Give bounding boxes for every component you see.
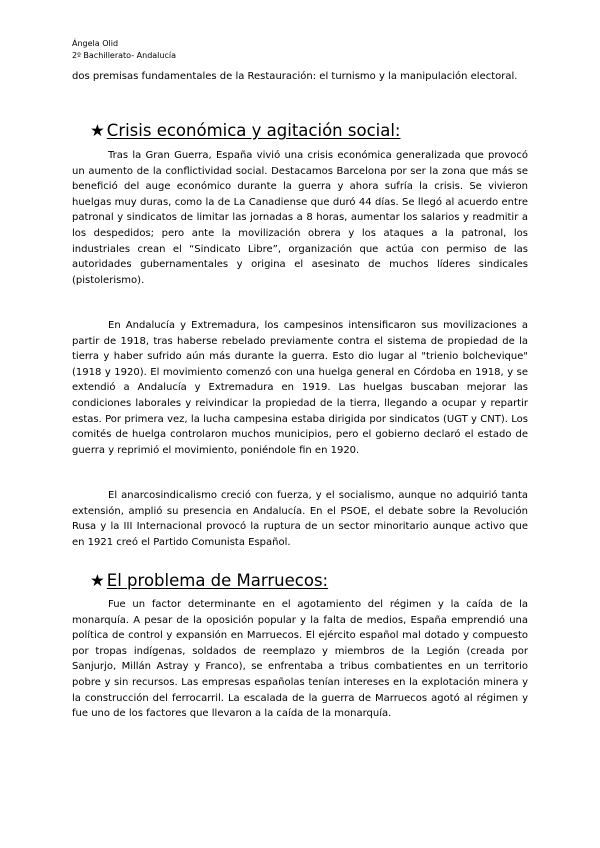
intro-continuation — [72, 69, 528, 85]
paragraph: dos premisas fundamentales de la Restauración: el turnismo y la manipulación electoral. — [72, 71, 518, 82]
star-bullet-icon: ★ — [90, 121, 105, 140]
section-body-marruecos — [72, 597, 528, 722]
page-header — [72, 38, 176, 62]
section-heading-marruecos — [90, 571, 328, 591]
author-name: Ángela Olid — [72, 39, 119, 48]
section-heading-crisis — [90, 121, 400, 141]
course-label: 2º Bachillerato- Andalucía — [72, 51, 176, 60]
star-bullet-icon: ★ — [90, 571, 105, 590]
section-body-crisis-3 — [72, 488, 528, 550]
paragraph: Tras la Gran Guerra, España vivió una crisis económica generalizada que provocó un aumento de la conflictividad social. Destacamos Barcelona por ser la zona que más se benefició del auge económico durante la guerra y ahora sufría la crisis. Se vivieron huelgas muy duras, como la de La Canadiense que duró 44 días. Se llegó al acuerdo entre patronal y sindicatos de limitar las jornadas a 8 horas, aumentar los salarios y readmitir a los despedidos; pero ante la movilización obrera y los ataques a la patronal, los industriales crean el “Sindicato Libre”, organización que actúa con permiso de las autoridades gubernamentales y origina el asesinato de muchos líderes sindicales (pistolerismo). — [72, 150, 528, 286]
section-title: Crisis económica y agitación social: — [106, 121, 401, 140]
paragraph: Fue un factor determinante en el agotamiento del régimen y la caída de la monarquía. A pesar de la oposición popular y la falta de medios, España emprendió una política de control y expansión en Marruecos. El ejército español mal dotado y compuesto por tropas indígenas, soldados de reemplazo y miembros de la Legión (creada por Sanjurjo, Millán Astray y Franco), se enfrentaba a tribus combatientes en un territorio pobre y sin recursos. Las empresas españolas tenían intereses en la explotación minera y la construcción del ferrocarril. La escalada de la guerra de Marruecos agotó al régimen y fue uno de los factores que llevaron a la caída de la monarquía. — [72, 599, 528, 720]
section-body-crisis — [72, 148, 528, 288]
section-body-crisis-2 — [72, 318, 528, 458]
paragraph: El anarcosindicalismo creció con fuerza, y el socialismo, aunque no adquirió tanta extensión, amplió su presencia en Andalucía. En el PSOE, el debate sobre la Revolución Rusa y la III Internacional provocó la ruptura de un sector minoritario aunque activo que en 1921 creó el Partido Comunista Español. — [72, 490, 528, 548]
paragraph: En Andalucía y Extremadura, los campesinos intensificaron sus movilizaciones a partir de 1918, tras haberse rebelado previamente contra el sistema de propiedad de la tierra y haber sufrido aún más durante la guerra. Esto dio lugar al "trienio bolchevique" (1918 y 1920). El movimiento comenzó con una huelga general en Córdoba en 1918, y se extendió a Andalucía y Extremadura en 1919. Las huelgas buscaban mejorar las condiciones laborales y reivindicar la propiedad de la tierra, llegando a ocupar y repartir estas. Por primera vez, la lucha campesina estaba dirigida por sindicatos (UGT y CNT). Los comités de huelga controlaron muchos municipios, pero el gobierno declaró el estado de guerra y reprimió el movimiento, poniéndole fin en 1920. — [72, 320, 528, 456]
section-title: El problema de Marruecos: — [106, 571, 329, 590]
